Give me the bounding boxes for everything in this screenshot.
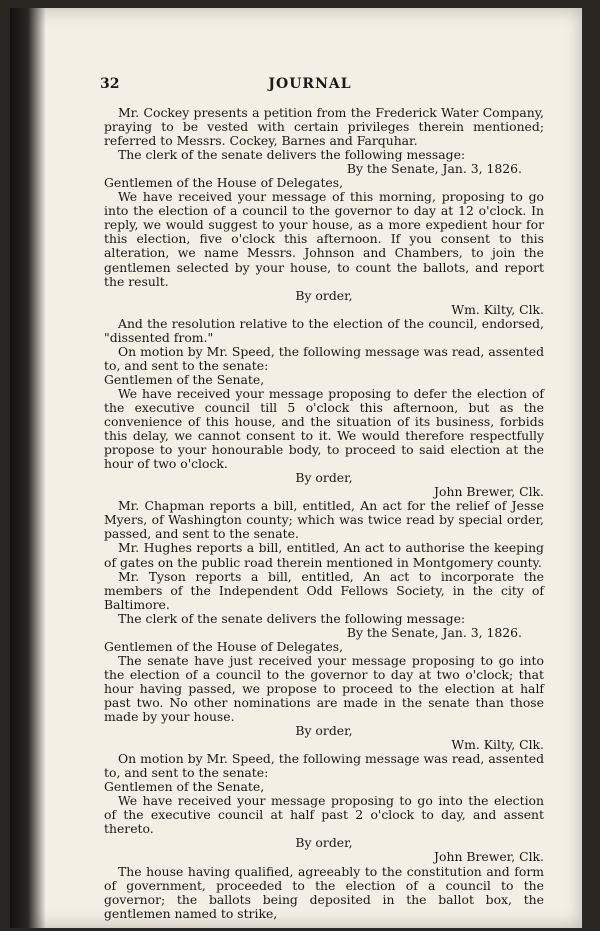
page-header (100, 76, 520, 96)
paragraph: The clerk of the senate delivers the following message: (118, 147, 466, 163)
clerk-signature: John Brewer, Clk. (434, 484, 544, 500)
by-order: By order, (295, 287, 353, 303)
dateline: By the Senate, Jan. 3, 1826. (346, 624, 522, 640)
paragraph: The senate have just received your message proposing to go into the election of a council to the governor to day at two o'clock; that hour having passed, we propose to proceed to the election at half past two. No other nominations are made in the senate than those made by your house. (104, 652, 544, 725)
dateline: By the Senate, Jan. 3, 1826. (346, 161, 522, 177)
paragraph: The clerk of the senate delivers the following message: (118, 610, 466, 626)
clerk-signature: Wm. Kilty, Clk. (451, 737, 544, 753)
clerk-signature: Wm. Kilty, Clk. (451, 301, 544, 317)
salutation: Gentlemen of the Senate, (104, 371, 265, 387)
paragraph: We have received your message of this morning, proposing to go into the election of a council to the governor to day at 12 o'clock. In reply, we would suggest to your house, as a more expedient hour for this election, five o'clock this afternoon. If you consent to this alteration, we name Messrs. Johnson and Chambers, to join the gentlemen selected by your house, to count the ballots, and report the result. (104, 189, 544, 289)
by-order: By order, (295, 723, 353, 739)
by-order: By order, (295, 470, 353, 486)
salutation: Gentlemen of the House of Delegates, (104, 638, 344, 654)
binding-gutter (10, 8, 46, 928)
paragraph: On motion by Mr. Speed, the following message was read, assented to, and sent to the senate: (104, 343, 544, 373)
paragraph: We have received your message proposing to defer the election of the executive council till 5 o'clock this afternoon, but as the convenience of this house, and the situation of its business, forbids this delay, we cannot consent to it. We would therefore respectfully propose to your honourable body, to proceed to said election at the hour of two o'clock. (104, 385, 544, 472)
paragraph: Mr. Tyson reports a bill, entitled, An act to incorporate the members of the Independent Odd Fellows Society, in the city of Baltimore. (104, 568, 544, 612)
paragraph: The house having qualified, agreeably to the constitution and form of government, proceeded to the election of a council to the governor; the ballots being deposited in the ballot box, the gentlemen named to strike, (104, 863, 544, 921)
salutation: Gentlemen of the Senate, (104, 779, 265, 795)
running-title: JOURNAL (268, 76, 352, 92)
clerk-signature: John Brewer, Clk. (434, 849, 544, 865)
by-order: By order, (295, 835, 353, 851)
paragraph: And the resolution relative to the election of the council, endorsed, "dissented from." (104, 315, 544, 345)
journal-text (104, 106, 544, 921)
paragraph: On motion by Mr. Speed, the following message was read, assented to, and sent to the senate: (104, 751, 544, 781)
page-number: 32 (100, 76, 120, 92)
paragraph: We have received your message proposing to go into the election of the executive council at half past 2 o'clock to day, and assent thereto. (104, 793, 544, 837)
salutation: Gentlemen of the House of Delegates, (104, 175, 344, 191)
paragraph: Mr. Chapman reports a bill, entitled, An act for the relief of Jesse Myers, of Washington county; which was twice read by special order, passed, and sent to the senate. (104, 498, 544, 542)
paragraph: Mr. Cockey presents a petition from the Frederick Water Company, praying to be vested with certain privileges therein mentioned; referred to Messrs. Cockey, Barnes and Farquhar. (104, 105, 544, 149)
paragraph: Mr. Hughes reports a bill, entitled, An act to authorise the keeping of gates on the public road therein mentioned in Montgomery county. (104, 540, 544, 570)
